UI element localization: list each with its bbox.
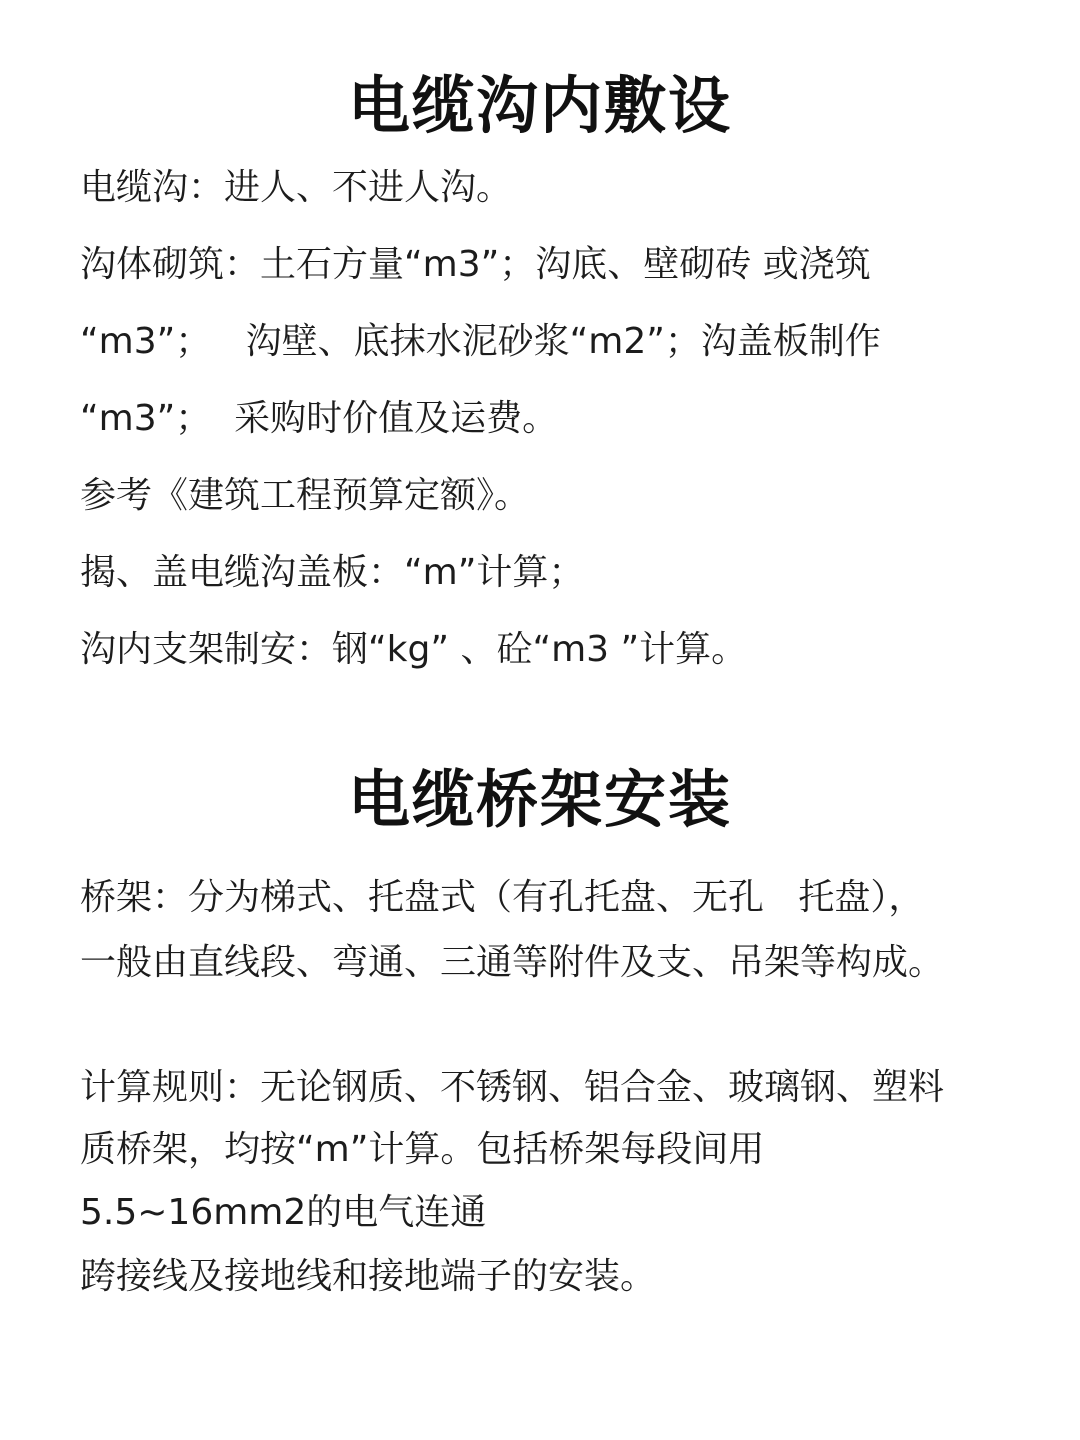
paragraph-line: 计算规则：无论钢质、不锈钢、铝合金、玻璃钢、塑料 [80, 1067, 945, 1108]
paragraph-line: 质桥架，均按“m”计算。包括桥架每段间用 [80, 1129, 765, 1170]
paragraph-line: 电缆沟：进人、不进人沟。 [80, 167, 513, 208]
paragraph-line: 沟内支架制安：钢“kg” 、砼“m3 ”计算。 [80, 629, 748, 670]
section-title-cable-tray: 电缆桥架安装 [347, 763, 732, 836]
paragraph-line: 桥架：分为梯式、托盘式（有孔托盘、无孔 托盘）， [80, 877, 925, 918]
section-title-cable-trench: 电缆沟内敷设 [347, 69, 732, 142]
paragraph-line: 5.5~16mm2的电气连通 [80, 1192, 487, 1233]
paragraph-line: 沟体砌筑：土石方量“m3”；沟底、壁砌砖 或浇筑 [80, 244, 871, 285]
paragraph-line: 参考《建筑工程预算定额》。 [80, 475, 531, 516]
paragraph-line: 揭、盖电缆沟盖板：“m”计算； [80, 552, 585, 593]
paragraph-line: 跨接线及接地线和接地端子的安装。 [80, 1256, 657, 1297]
paragraph-line: 一般由直线段、弯通、三通等附件及支、吊架等构成。 [80, 942, 945, 983]
paragraph-line: “m3”； 沟壁、底抹水泥砂浆“m2”；沟盖板制作 [80, 321, 881, 362]
paragraph-line: “m3”； 采购时价值及运费。 [80, 398, 559, 439]
